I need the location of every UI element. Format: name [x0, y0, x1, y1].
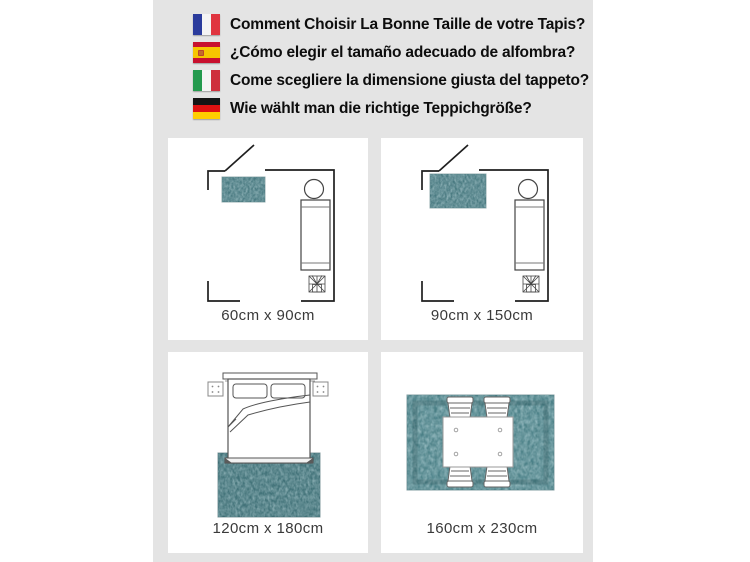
chair-bottom-left	[447, 466, 473, 487]
spain-coat-of-arms-icon	[198, 50, 204, 56]
france-flag-icon	[193, 14, 220, 35]
header-row-spanish	[193, 42, 593, 63]
header-text-french: Comment Choisir La Bonne Taille de votre Tapis?	[230, 15, 586, 33]
panel-rug-160x230	[381, 352, 583, 553]
header-row-italian	[193, 70, 593, 91]
headboard	[223, 373, 317, 379]
rug-size-label: 160cm x 230cm	[426, 520, 538, 537]
chair-top-left	[447, 397, 473, 418]
header-text-spanish: ¿Cómo elegir el tamaño adecuado de alfombra?	[230, 43, 576, 61]
bed-top-view	[223, 373, 317, 463]
rug-size-label: 120cm x 180cm	[212, 520, 324, 537]
rug-60x90	[222, 177, 265, 202]
chair-bottom-right	[484, 466, 510, 487]
header-text-italian: Come scegliere la dimensione giusta del tappeto?	[230, 71, 590, 89]
plant-top-view-icon	[523, 276, 539, 293]
panel-rug-120x180	[168, 352, 368, 553]
door-swing-line	[225, 145, 254, 171]
germany-flag-icon	[193, 98, 220, 119]
panel-rug-60x90	[168, 138, 368, 340]
rug-size-label: 60cm x 90cm	[221, 307, 315, 324]
content-strip	[153, 0, 593, 562]
door-swing-line	[439, 145, 468, 171]
nightstand-left	[208, 382, 223, 396]
bed-top-view	[301, 200, 330, 270]
italy-flag-icon	[193, 70, 220, 91]
bed-top-view	[515, 200, 544, 270]
spain-flag-icon	[193, 42, 220, 63]
side-table-top-view	[519, 180, 538, 199]
rug-size-label: 90cm x 150cm	[430, 307, 534, 324]
pillow-left	[233, 384, 267, 398]
rug-90x150	[430, 174, 486, 208]
header-text-german: Wie wählt man die richtige Teppichgröße?	[230, 99, 532, 117]
footboard	[225, 458, 313, 463]
header-row-german	[193, 98, 593, 119]
nightstand-right	[313, 382, 328, 396]
plant-top-view-icon	[309, 276, 325, 293]
chair-top-right	[484, 397, 510, 418]
dining-table-top-view	[443, 417, 513, 467]
header-row-french	[193, 14, 593, 35]
side-table-top-view	[305, 180, 324, 199]
panel-rug-90x150	[381, 138, 583, 340]
multilingual-header	[153, 14, 593, 126]
